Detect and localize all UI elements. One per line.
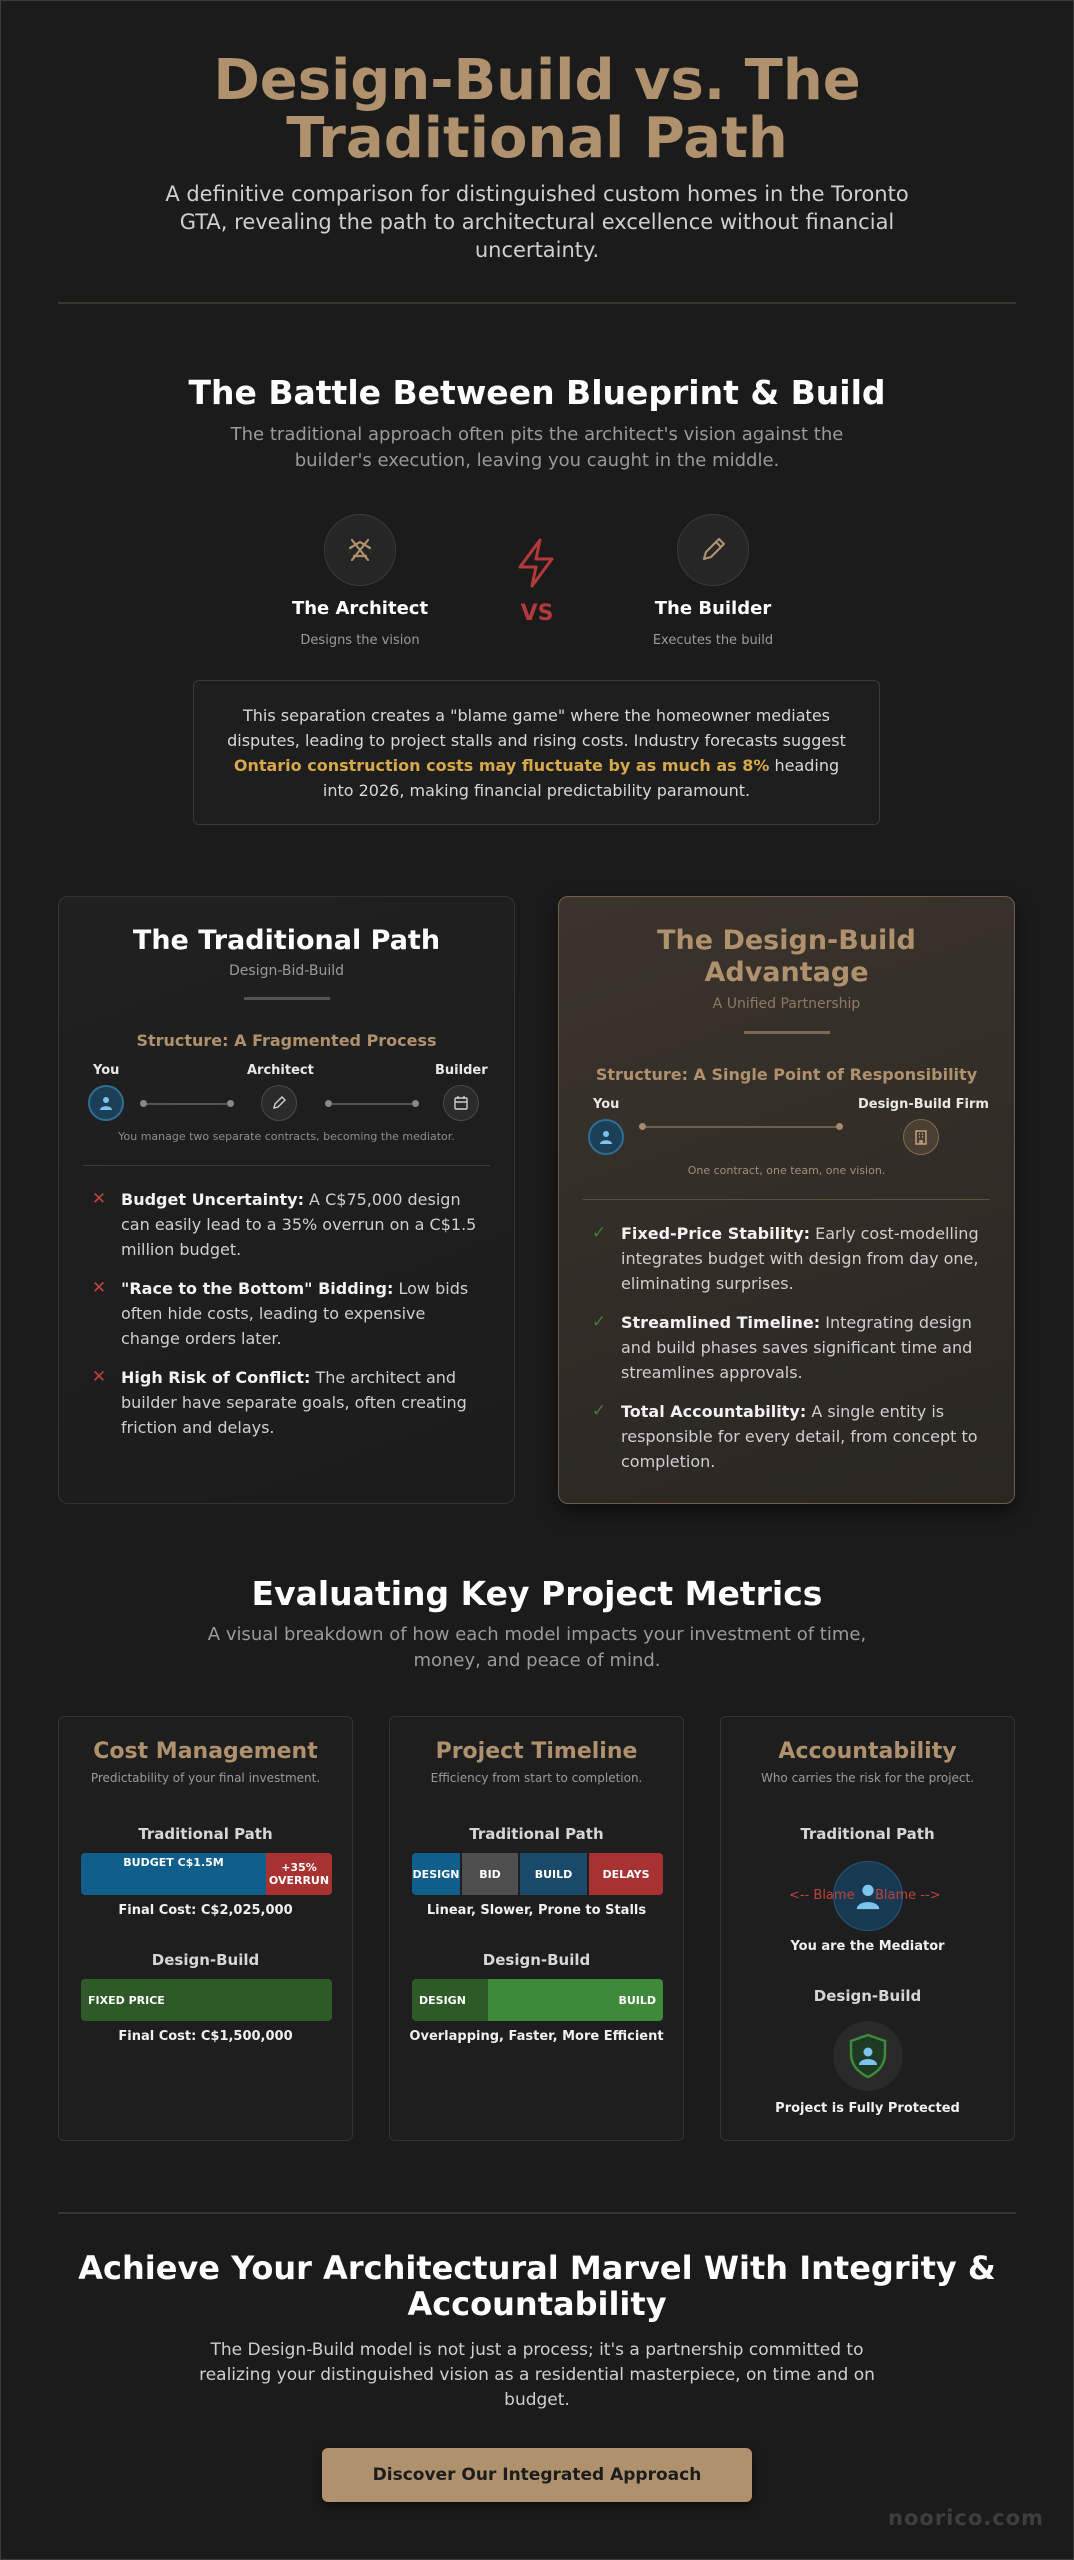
- watermark: noorico.com: [888, 2506, 1044, 2530]
- connector-dot: [227, 1100, 234, 1107]
- list-item: [91, 1276, 488, 1351]
- list-item: [91, 1365, 488, 1440]
- list-item: [91, 1187, 488, 1262]
- traditional-title: The Traditional Path: [132, 925, 441, 956]
- timeline-trad-caption: Linear, Slower, Prone to Stalls: [426, 1903, 647, 1918]
- accountability-title: Accountability: [778, 1739, 957, 1764]
- cross-icon: ✕: [91, 1189, 107, 1209]
- db-design-segment: DESIGN: [412, 1979, 488, 2021]
- cta-title: Achieve Your Architectural Marvel With Integrity & Accountability: [78, 2249, 996, 2323]
- cta-subtitle: The Design-Build model is not just a process; it's a partnership committed to realizing your distinguished vision as a residential masterpiece, on time and on budget.: [199, 2340, 875, 2410]
- timeline-subtitle: Efficiency from start to completion.: [430, 1771, 643, 1785]
- build-segment: BUILD: [520, 1853, 587, 1895]
- bid-segment: BID: [462, 1853, 518, 1895]
- architect-node: [261, 1085, 297, 1121]
- point-title: High Risk of Conflict:: [121, 1368, 311, 1387]
- user-icon: [98, 1095, 114, 1111]
- accountability-trad-caption: You are the Mediator: [790, 1939, 945, 1954]
- point-text: A single entity is responsible for every detail, from concept to completion.: [621, 1402, 978, 1471]
- protected-avatar: [833, 2021, 903, 2091]
- flow-label-architect: Architect: [247, 1063, 314, 1078]
- pencil-icon: [271, 1095, 287, 1111]
- accountability-subtitle: Who carries the risk for the project.: [760, 1771, 975, 1785]
- accountability-db-caption: Project is Fully Protected: [775, 2101, 960, 2116]
- traditional-structure: Structure: A Fragmented Process: [136, 1031, 437, 1050]
- overrun-label: OVERRUN: [268, 1874, 330, 1887]
- metrics-subtitle: A visual breakdown of how each model impacts your investment of time, money, and peace of mind.: [207, 1624, 867, 1671]
- user-icon: [598, 1129, 614, 1145]
- flow-label-firm: Design-Build Firm: [858, 1097, 989, 1112]
- delays-segment: DELAYS: [589, 1853, 663, 1895]
- blame-left: <-- Blame: [789, 1888, 855, 1903]
- cost-trad-bar: [81, 1853, 332, 1895]
- cost-management-card: [58, 1716, 353, 2141]
- section-divider: [58, 302, 1016, 304]
- point-title: Total Accountability:: [621, 1402, 807, 1421]
- cost-trad-caption: Final Cost: C$2,025,000: [118, 1903, 293, 1918]
- title-underline: [244, 997, 330, 1000]
- list-item: [591, 1310, 988, 1385]
- timeline-db-caption: Overlapping, Faster, More Efficient: [409, 2029, 664, 2044]
- traditional-subtitle: Design-Bid-Build: [229, 963, 344, 979]
- timeline-title: Project Timeline: [435, 1739, 638, 1764]
- metrics-title: Evaluating Key Project Metrics: [251, 1574, 823, 1613]
- traditional-flow-note: You manage two separate contracts, becoming the mediator.: [118, 1130, 455, 1143]
- design-build-subtitle: A Unified Partnership: [712, 996, 861, 1012]
- architect-icon: [342, 532, 378, 568]
- title-underline: [744, 1031, 830, 1034]
- db-build-segment: BUILD: [488, 1979, 663, 2021]
- timeline-trad-bar: [412, 1853, 663, 1895]
- shield-icon: [846, 2032, 890, 2080]
- cost-fluctuation-highlight: Ontario construction costs may fluctuate by as much as 8%: [233, 756, 770, 775]
- cost-db-bar: [81, 1979, 332, 2021]
- accountability-trad-label: Traditional Path: [800, 1825, 935, 1843]
- cross-icon: ✕: [91, 1367, 107, 1387]
- card-divider: [583, 1199, 990, 1200]
- design-build-flow-note: One contract, one team, one vision.: [687, 1164, 886, 1177]
- connector-line: [332, 1103, 412, 1105]
- design-build-card: [558, 896, 1015, 1504]
- connector-dot: [325, 1100, 332, 1107]
- architect-icon-circle: [324, 514, 396, 586]
- budget-segment: BUDGET C$1.5M: [81, 1853, 266, 1895]
- blame-game-note: [193, 680, 880, 825]
- timeline-db-label: Design-Build: [482, 1951, 591, 1969]
- point-text: A C$75,000 design can easily lead to a 35% overrun on a C$1.5 million budget.: [121, 1190, 477, 1259]
- design-build-structure: Structure: A Single Point of Responsibility: [595, 1065, 978, 1084]
- note-text-before: This separation creates a "blame game" where the homeowner mediates disputes, leading to project stalls and rising costs. Industry forecasts suggest: [227, 706, 846, 750]
- builder-name: The Builder: [654, 598, 772, 619]
- traditional-path-card: [58, 896, 515, 1504]
- builder-icon-circle: [677, 514, 749, 586]
- calendar-icon: [453, 1095, 469, 1111]
- connector-line: [147, 1103, 227, 1105]
- cost-db-label: Design-Build: [151, 1951, 260, 1969]
- you-node: [588, 1119, 624, 1155]
- accountability-db-label: Design-Build: [813, 1987, 922, 2005]
- connector-line: [646, 1126, 838, 1128]
- page-subtitle: A definitive comparison for distinguished custom homes in the Toronto GTA, revealing the path to architectural excellence without financial uncertainty.: [165, 182, 909, 262]
- building-icon: [913, 1129, 929, 1145]
- flow-label-you: You: [93, 1063, 120, 1078]
- point-title: "Race to the Bottom" Bidding:: [121, 1279, 394, 1298]
- builder-node: [443, 1085, 479, 1121]
- you-node: [88, 1085, 124, 1121]
- cost-trad-label: Traditional Path: [138, 1825, 273, 1843]
- timeline-trad-label: Traditional Path: [469, 1825, 604, 1843]
- connector-dot: [140, 1100, 147, 1107]
- flow-label-you: You: [593, 1097, 620, 1112]
- point-title: Budget Uncertainty:: [121, 1190, 304, 1209]
- accountability-card: [720, 1716, 1015, 2141]
- section-divider: [58, 2212, 1016, 2214]
- note-text-after: heading into 2026, making financial predictability paramount.: [322, 756, 840, 800]
- lightning-icon: [512, 537, 560, 589]
- check-icon: ✓: [591, 1223, 607, 1243]
- blame-right: Blame -->: [875, 1888, 941, 1903]
- cost-title: Cost Management: [93, 1739, 318, 1764]
- point-text: Early cost-modelling integrates budget with design from day one, eliminating surprises.: [621, 1224, 979, 1293]
- connector-dot: [412, 1100, 419, 1107]
- flow-label-builder: Builder: [435, 1063, 488, 1078]
- architect-desc: Designs the vision: [300, 633, 420, 648]
- battle-title: The Battle Between Blueprint & Build: [188, 373, 886, 412]
- connector-dot: [639, 1123, 646, 1130]
- list-item: [591, 1399, 988, 1474]
- point-title: Fixed-Price Stability:: [621, 1224, 811, 1243]
- list-item: [591, 1221, 988, 1296]
- battle-subtitle: The traditional approach often pits the architect's vision against the builder's execution, leaving you caught in the middle.: [230, 424, 844, 471]
- vs-label: VS: [520, 601, 554, 626]
- cost-subtitle: Predictability of your final investment.: [90, 1771, 321, 1785]
- overrun-percent: +35%: [281, 1861, 317, 1874]
- point-text: The architect and builder have separate goals, often creating friction and delays.: [121, 1368, 467, 1437]
- project-timeline-card: [389, 1716, 684, 2141]
- point-title: Streamlined Timeline:: [621, 1313, 821, 1332]
- point-text: Integrating design and build phases saves significant time and streamlines approvals.: [621, 1313, 973, 1382]
- check-icon: ✓: [591, 1401, 607, 1421]
- fixed-price-segment: FIXED PRICE: [81, 1979, 332, 2021]
- architect-name: The Architect: [291, 598, 429, 619]
- page-title: Design-Build vs. The Traditional Path: [213, 48, 861, 171]
- discover-approach-button[interactable]: Discover Our Integrated Approach: [322, 2448, 752, 2502]
- overrun-segment: [266, 1853, 332, 1895]
- firm-node: [903, 1119, 939, 1155]
- design-build-title: The Design-Build Advantage: [657, 925, 916, 988]
- connector-dot: [836, 1123, 843, 1130]
- builder-desc: Executes the build: [652, 633, 774, 648]
- cross-icon: ✕: [91, 1278, 107, 1298]
- check-icon: ✓: [591, 1312, 607, 1332]
- cost-db-caption: Final Cost: C$1,500,000: [118, 2029, 293, 2044]
- pencil-icon: [697, 534, 729, 566]
- point-text: Low bids often hide costs, leading to expensive change orders later.: [121, 1279, 469, 1348]
- design-segment: DESIGN: [412, 1853, 460, 1895]
- card-divider: [83, 1165, 490, 1166]
- timeline-db-bar: [412, 1979, 663, 2021]
